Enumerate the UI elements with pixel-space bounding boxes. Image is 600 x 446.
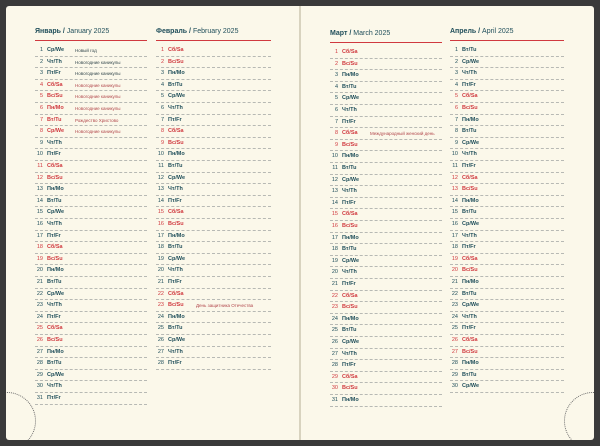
day-of-week: Чт/Th: [168, 105, 183, 111]
day-of-week: Сб/Sa: [168, 47, 184, 53]
day-number: 10: [36, 151, 43, 158]
day-of-week: Вт/Tu: [47, 279, 62, 285]
day-of-week: Вт/Tu: [462, 290, 477, 297]
month-header-rule: [156, 40, 271, 41]
month-header-rule: [35, 40, 147, 41]
day-of-week: Пн/Mo: [342, 153, 359, 160]
day-of-week: Пт/Fr: [47, 151, 61, 158]
day-of-week: Сб/Sa: [47, 163, 63, 169]
page-corner-curve: [564, 392, 594, 440]
day-number: 12: [451, 174, 458, 181]
day-number: 28: [157, 360, 164, 367]
day-number: 17: [157, 232, 164, 239]
day-number: 6: [454, 105, 458, 111]
day-number: 30: [36, 383, 43, 390]
day-of-week: Ср/We: [462, 139, 480, 146]
month-header-rule: [450, 40, 564, 41]
day-of-week: Вт/Tu: [168, 81, 183, 88]
day-of-week: Пн/Mo: [168, 232, 185, 239]
day-of-week: Вт/Tu: [342, 83, 357, 90]
day-of-week: Ср/We: [47, 128, 65, 135]
day-number: 1: [39, 47, 43, 53]
month-name-en: February 2025: [192, 28, 239, 35]
day-of-week: Пн/Mo: [168, 313, 185, 320]
day-number: 20: [451, 267, 458, 274]
day-of-week: Пт/Fr: [47, 70, 61, 77]
day-of-week: Вс/Su: [168, 302, 184, 309]
day-of-week: Сб/Sa: [342, 211, 358, 218]
day-of-week: Пн/Mo: [168, 151, 185, 158]
day-number: 22: [36, 290, 43, 297]
day-number: 26: [331, 339, 338, 345]
day-number: 23: [331, 304, 338, 311]
day-of-week: Вс/Su: [47, 337, 63, 343]
day-of-week: Сб/Sa: [342, 292, 358, 299]
day-of-week: Чт/Th: [168, 267, 183, 274]
day-of-week: Чт/Th: [342, 188, 357, 195]
day-number: 31: [331, 397, 338, 403]
day-of-week: Вт/Tu: [462, 209, 477, 216]
holiday-note: Новогодние каникулы: [75, 129, 121, 135]
day-of-week: Вс/Su: [462, 105, 478, 111]
day-number: 11: [158, 163, 164, 169]
day-number: 9: [160, 139, 164, 146]
month-name-en: January 2025: [66, 28, 110, 35]
day-number: 6: [334, 107, 338, 113]
day-of-week: Чт/Th: [47, 302, 62, 309]
day-number: 25: [157, 325, 164, 332]
day-of-week: Пн/Mo: [47, 348, 64, 355]
day-number: 22: [331, 292, 338, 299]
month-separator: /: [60, 28, 67, 35]
day-number: 2: [454, 58, 458, 65]
day-number: 6: [39, 105, 43, 111]
day-number: 15: [331, 211, 338, 218]
day-number: 2: [160, 58, 164, 65]
holiday-note: Новогодние каникулы: [75, 106, 121, 111]
day-of-week: Ср/We: [342, 95, 360, 102]
day-number: 5: [454, 93, 458, 100]
day-number: 3: [454, 70, 458, 77]
day-of-week: Пн/Mo: [342, 397, 359, 403]
day-number: 13: [331, 188, 338, 195]
day-of-week: Сб/Sa: [168, 128, 184, 135]
day-of-week: Вт/Tu: [168, 163, 183, 169]
day-of-week: Сб/Sa: [462, 255, 478, 262]
day-of-week: Вт/Tu: [342, 327, 357, 334]
day-of-week: Вс/Su: [342, 385, 358, 392]
day-of-week: Пт/Fr: [168, 360, 182, 367]
day-of-week: Пн/Mo: [462, 197, 479, 204]
day-of-week: Ср/We: [168, 174, 186, 181]
day-of-week: Ср/We: [47, 371, 65, 378]
day-row[interactable]: [35, 392, 147, 405]
right-page: [301, 6, 594, 440]
day-number: 10: [157, 151, 164, 158]
day-of-week: Пт/Fr: [168, 279, 182, 285]
day-number: 2: [39, 58, 43, 65]
day-of-week: Вс/Su: [462, 267, 478, 274]
day-number: 3: [39, 70, 43, 77]
day-number: 28: [451, 360, 458, 367]
day-number: 1: [334, 49, 338, 55]
day-number: 19: [36, 255, 43, 262]
day-number: 14: [451, 197, 458, 204]
day-of-week: Вт/Tu: [168, 244, 183, 251]
day-number: 16: [36, 221, 43, 227]
day-number: 27: [36, 348, 43, 355]
day-of-week: Чт/Th: [462, 313, 477, 320]
day-of-week: Пт/Fr: [462, 163, 476, 169]
day-of-week: Сб/Sa: [462, 174, 478, 181]
day-number: 29: [331, 373, 338, 380]
day-of-week: Чт/Th: [47, 139, 62, 146]
day-row[interactable]: [450, 380, 564, 393]
day-number: 5: [334, 95, 338, 102]
day-number: 25: [331, 327, 338, 334]
day-of-week: Ср/We: [462, 383, 480, 390]
day-of-week: Пн/Mo: [47, 267, 64, 274]
day-number: 20: [157, 267, 164, 274]
day-of-week: Чт/Th: [168, 186, 183, 193]
day-of-week: Пт/Fr: [47, 232, 61, 239]
day-number: 22: [451, 290, 458, 297]
day-of-week: Чт/Th: [342, 269, 357, 276]
day-number: 21: [36, 279, 43, 285]
day-number: 9: [334, 141, 338, 148]
day-of-week: Чт/Th: [47, 58, 62, 65]
day-number: 26: [36, 337, 43, 343]
day-of-week: Сб/Sa: [168, 209, 184, 216]
day-number: 5: [39, 93, 43, 100]
day-of-week: Чт/Th: [168, 348, 183, 355]
day-number: 18: [331, 246, 338, 253]
day-of-week: Вс/Su: [462, 186, 478, 193]
day-number: 7: [39, 116, 43, 123]
day-of-week: Пт/Fr: [462, 81, 476, 88]
day-number: 6: [160, 105, 164, 111]
day-number: 27: [331, 350, 338, 357]
day-number: 4: [160, 81, 164, 88]
month-header: [35, 28, 147, 40]
month-name-ru: Январь: [35, 28, 61, 35]
day-number: 14: [157, 197, 164, 204]
holiday-note: День защитника Отечества: [196, 303, 254, 309]
day-number: 29: [451, 371, 458, 378]
holiday-note: Рождество Христово: [75, 117, 119, 123]
day-number: 21: [331, 281, 338, 287]
day-row[interactable]: [330, 394, 442, 407]
month-name-en: March 2025: [353, 30, 391, 37]
day-number: 7: [160, 116, 164, 123]
month-header: [450, 28, 564, 40]
day-of-week: Чт/Th: [462, 151, 477, 158]
day-number: 30: [331, 385, 338, 392]
day-of-week: Пн/Mo: [342, 72, 359, 79]
day-of-week: Чт/Th: [47, 221, 62, 227]
day-number: 25: [451, 325, 458, 332]
day-number: 8: [39, 128, 43, 135]
day-number: 8: [454, 128, 458, 135]
day-row[interactable]: [156, 357, 271, 370]
month-separator: /: [187, 28, 193, 35]
day-number: 19: [451, 255, 458, 262]
day-number: 27: [157, 348, 164, 355]
day-of-week: Пт/Fr: [462, 325, 476, 332]
day-number: 12: [157, 174, 164, 181]
left-page: [6, 6, 299, 440]
month-header: [156, 28, 271, 40]
day-number: 10: [331, 153, 338, 160]
day-of-week: Вс/Su: [168, 221, 184, 227]
day-number: 23: [36, 302, 43, 309]
page-corner-curve: [6, 392, 36, 440]
day-number: 1: [160, 47, 164, 53]
day-of-week: Вт/Tu: [462, 128, 477, 135]
holiday-note: Новогодние каникулы: [75, 94, 121, 100]
day-of-week: Пн/Mo: [168, 70, 185, 77]
month-header: [330, 30, 442, 42]
day-of-week: Вс/Su: [168, 58, 184, 65]
day-number: 17: [331, 234, 338, 241]
day-number: 9: [39, 139, 43, 146]
day-of-week: Пт/Fr: [47, 395, 61, 401]
day-number: 16: [451, 221, 458, 227]
holiday-note: Новогодние каникулы: [75, 59, 121, 65]
day-of-week: Сб/Sa: [342, 130, 358, 137]
day-number: 7: [334, 118, 338, 125]
day-of-week: Ср/We: [342, 176, 360, 183]
day-number: 8: [160, 128, 164, 135]
month-name-en: April 2025: [482, 28, 514, 35]
day-number: 4: [39, 81, 43, 88]
day-of-week: Ср/We: [168, 337, 186, 343]
day-number: 5: [160, 93, 164, 100]
day-of-week: Сб/Sa: [47, 81, 63, 88]
day-of-week: Ср/We: [47, 47, 65, 53]
day-of-week: Пн/Mo: [462, 116, 479, 123]
day-number: 14: [36, 197, 43, 204]
day-number: 22: [157, 290, 164, 297]
day-number: 9: [454, 139, 458, 146]
day-of-week: Ср/We: [462, 58, 480, 65]
day-of-week: Пт/Fr: [342, 362, 356, 369]
day-of-week: Пт/Fr: [342, 118, 356, 125]
day-of-week: Вт/Tu: [168, 325, 183, 332]
day-number: 11: [332, 165, 338, 171]
day-of-week: Вт/Tu: [462, 371, 477, 378]
day-of-week: Пт/Fr: [168, 197, 182, 204]
day-of-week: Ср/We: [342, 257, 360, 264]
day-of-week: Вс/Su: [47, 174, 63, 181]
day-number: 4: [334, 83, 338, 90]
day-of-week: Вс/Su: [47, 93, 63, 100]
day-number: 15: [36, 209, 43, 216]
day-number: 21: [157, 279, 164, 285]
day-number: 11: [452, 163, 458, 169]
day-of-week: Чт/Th: [462, 70, 477, 77]
day-of-week: Ср/We: [47, 290, 65, 297]
day-of-week: Пт/Fr: [342, 281, 356, 287]
day-number: 17: [451, 232, 458, 239]
day-number: 1: [454, 47, 458, 53]
day-number: 20: [331, 269, 338, 276]
day-of-week: Сб/Sa: [342, 373, 358, 380]
day-number: 24: [451, 313, 458, 320]
day-number: 3: [334, 72, 338, 79]
day-of-week: Вт/Tu: [462, 47, 477, 53]
day-of-week: Пн/Mo: [342, 234, 359, 241]
day-of-week: Вс/Su: [342, 304, 358, 311]
day-number: 19: [157, 255, 164, 262]
day-of-week: Вс/Su: [47, 255, 63, 262]
day-of-week: Ср/We: [168, 93, 186, 100]
day-of-week: Вс/Su: [342, 223, 358, 229]
day-number: 18: [36, 244, 43, 251]
day-number: 3: [160, 70, 164, 77]
day-of-week: Пт/Fr: [168, 116, 182, 123]
day-of-week: Пн/Mo: [47, 105, 64, 111]
month-separator: /: [347, 30, 354, 37]
day-of-week: Вс/Su: [462, 348, 478, 355]
day-number: 26: [451, 337, 458, 343]
day-of-week: Пт/Fr: [462, 244, 476, 251]
day-number: 29: [36, 371, 43, 378]
day-of-week: Сб/Sa: [47, 325, 63, 332]
day-number: 19: [331, 257, 338, 264]
day-of-week: Ср/We: [462, 302, 480, 309]
day-number: 23: [157, 302, 164, 309]
day-of-week: Вт/Tu: [47, 197, 62, 204]
day-number: 18: [157, 244, 164, 251]
day-of-week: Вт/Tu: [47, 116, 62, 123]
day-number: 8: [334, 130, 338, 137]
day-of-week: Вс/Su: [342, 141, 358, 148]
month-name-ru: Март: [330, 30, 348, 37]
day-number: 18: [451, 244, 458, 251]
holiday-note: Новогодние каникулы: [75, 71, 121, 77]
day-number: 12: [331, 176, 338, 183]
day-of-week: Чт/Th: [462, 232, 477, 239]
day-number: 4: [454, 81, 458, 88]
day-number: 13: [36, 186, 43, 193]
day-number: 16: [331, 223, 338, 229]
holiday-note: Международный женский день: [370, 131, 435, 137]
day-of-week: Ср/We: [168, 255, 186, 262]
day-of-week: Вс/Su: [168, 139, 184, 146]
day-number: 16: [157, 221, 164, 227]
day-number: 15: [157, 209, 164, 216]
day-of-week: Вт/Tu: [342, 165, 357, 171]
month-separator: /: [476, 28, 483, 35]
day-of-week: Пн/Mo: [462, 279, 479, 285]
day-number: 14: [331, 199, 338, 206]
day-number: 17: [36, 232, 43, 239]
day-of-week: Сб/Sa: [462, 93, 478, 100]
day-number: 11: [37, 163, 43, 169]
day-number: 13: [157, 186, 164, 193]
day-number: 26: [157, 337, 164, 343]
day-of-week: Ср/We: [47, 209, 65, 216]
day-number: 28: [36, 360, 43, 367]
day-number: 24: [36, 313, 43, 320]
day-of-week: Пн/Mo: [462, 360, 479, 367]
day-of-week: Пн/Mo: [342, 315, 359, 322]
holiday-note: Новый год: [75, 48, 97, 53]
day-number: 23: [451, 302, 458, 309]
day-number: 21: [451, 279, 458, 285]
day-of-week: Пн/Mo: [47, 186, 64, 193]
day-number: 25: [36, 325, 43, 332]
day-number: 15: [451, 209, 458, 216]
month-name-ru: Апрель: [450, 28, 477, 35]
day-number: 7: [454, 116, 458, 123]
day-of-week: Чт/Th: [342, 107, 357, 113]
day-of-week: Сб/Sa: [462, 337, 478, 343]
day-number: 20: [36, 267, 43, 274]
day-of-week: Чт/Th: [47, 383, 62, 390]
day-of-week: Вс/Su: [342, 60, 358, 67]
day-number: 2: [334, 60, 338, 67]
day-number: 10: [451, 151, 458, 158]
day-of-week: Сб/Sa: [342, 49, 358, 55]
day-number: 24: [331, 315, 338, 322]
day-of-week: Ср/We: [462, 221, 480, 227]
day-number: 13: [451, 186, 458, 193]
day-number: 30: [451, 383, 458, 390]
day-of-week: Ср/We: [342, 339, 360, 345]
day-number: 24: [157, 313, 164, 320]
day-of-week: Чт/Th: [342, 350, 357, 357]
day-of-week: Сб/Sa: [168, 290, 184, 297]
day-number: 28: [331, 362, 338, 369]
day-of-week: Вт/Tu: [47, 360, 62, 367]
month-name-ru: Февраль: [156, 28, 188, 35]
holiday-note: Новогодние каникулы: [75, 82, 121, 88]
day-of-week: Сб/Sa: [47, 244, 63, 251]
day-number: 31: [36, 395, 43, 401]
day-of-week: Пт/Fr: [342, 199, 356, 206]
day-number: 27: [451, 348, 458, 355]
day-of-week: Вт/Tu: [342, 246, 357, 253]
day-number: 12: [36, 174, 43, 181]
month-header-rule: [330, 42, 442, 43]
day-of-week: Пт/Fr: [47, 313, 61, 320]
